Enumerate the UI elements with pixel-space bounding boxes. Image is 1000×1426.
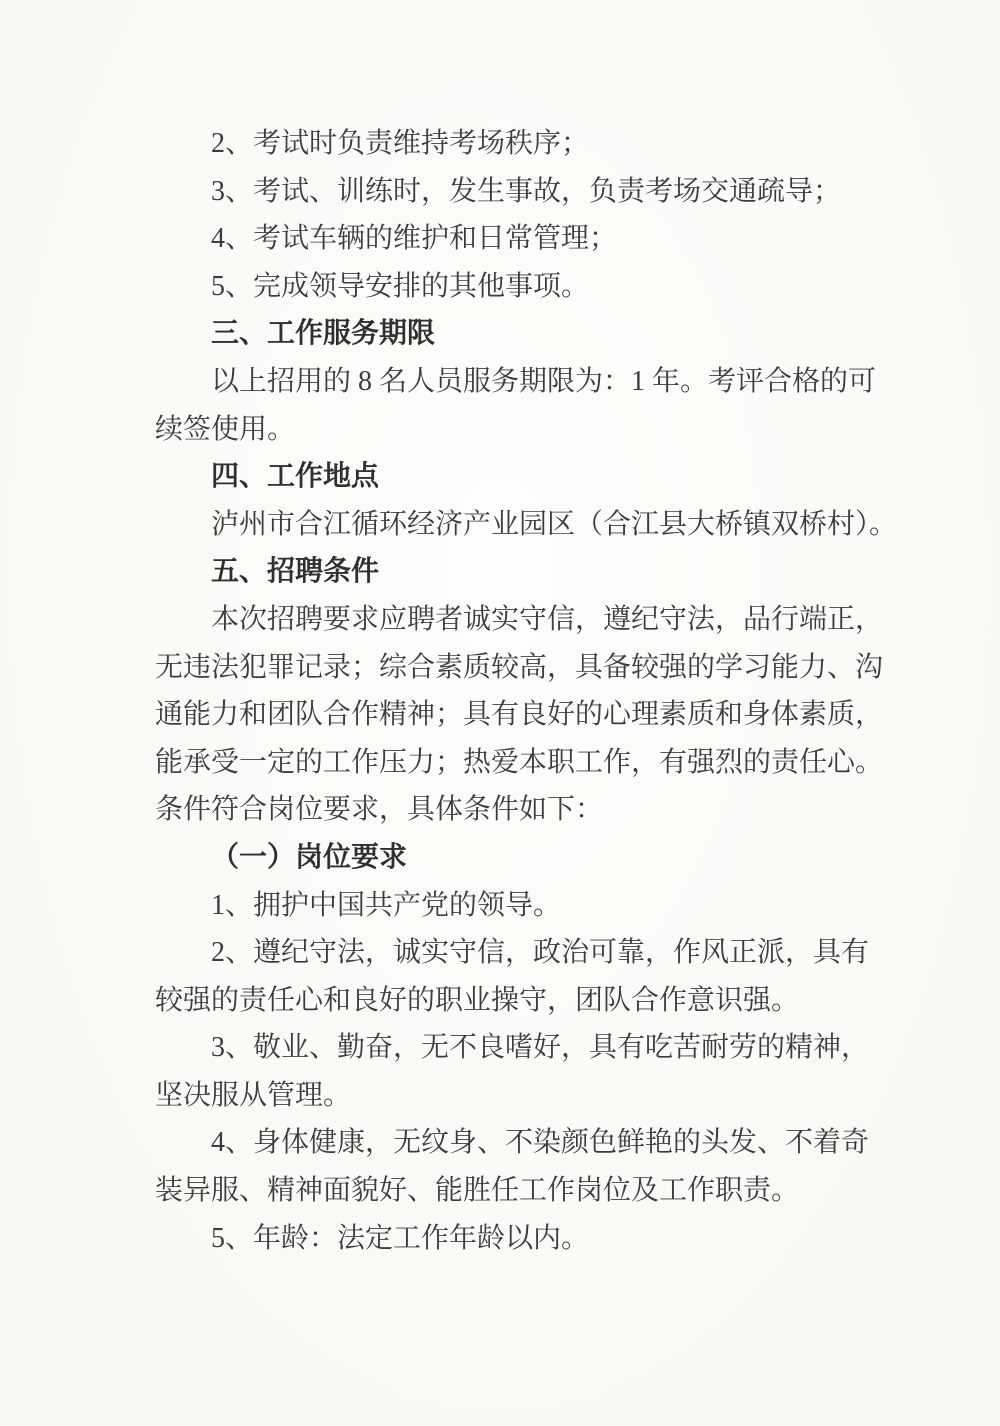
document-body [155,120,898,1262]
list-item-continuation: 坚决服从管理。 [155,1079,352,1111]
section-heading-work-location: 四、工作地点 [211,461,380,493]
list-item: 1、拥护中国共产党的领导。 [211,889,562,921]
section-heading-recruitment-conditions: 五、招聘条件 [211,556,380,588]
section-heading-service-term: 三、工作服务期限 [211,318,436,350]
paragraph-line: 续签使用。 [155,413,296,445]
list-item-continuation: 装异服、精神面貌好、能胜任工作岗位及工作职责。 [155,1175,800,1207]
list-item: 2、考试时负责维持考场秩序； [211,128,590,159]
subsection-heading-post-requirements: （一）岗位要求 [211,841,408,873]
paragraph-line: 通能力和团队合作精神；具有良好的心理素质和身体素质， [155,699,884,731]
paragraph-line: 能承受一定的工作压力；热爱本职工作，有强烈的责任心。 [155,746,884,778]
list-item: 4、考试车辆的维护和日常管理； [211,223,618,255]
list-item: 5、年龄：法定工作年龄以内。 [211,1222,590,1254]
list-item: 2、遵纪守法，诚实守信，政治可靠，作风正派，具有 [211,937,870,969]
list-item: 4、身体健康，无纹身、不染颜色鲜艳的头发、不着奇 [211,1127,870,1159]
paragraph-line: 无违法犯罪记录；综合素质较高，具备较强的学习能力、沟 [155,651,884,683]
list-item: 5、完成领导安排的其他事项。 [211,270,590,302]
paragraph-line: 本次招聘要求应聘者诚实守信，遵纪守法，品行端正， [211,603,884,635]
list-item-continuation: 较强的责任心和良好的职业操守，团队合作意识强。 [155,984,800,1016]
paragraph-line: 以上招用的 8 名人员服务期限为：1 年。考评合格的可 [211,365,877,397]
paragraph-line: 泸州市合江循环经济产业园区（合江县大桥镇双桥村）。 [211,508,898,540]
paragraph-line: 条件符合岗位要求，具体条件如下： [155,794,604,826]
list-item: 3、考试、训练时，发生事故，负责考场交通疏导； [211,175,842,207]
list-item: 3、敬业、勤奋，无不良嗜好，具有吃苦耐劳的精神， [211,1032,870,1064]
